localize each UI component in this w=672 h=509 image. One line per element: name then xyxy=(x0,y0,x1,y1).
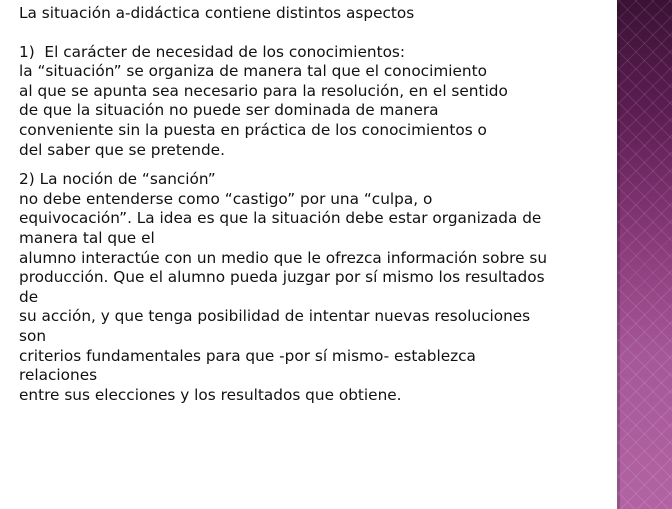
section-2-line: criterios fundamentales para que -por sí mismo- establezca xyxy=(19,346,476,365)
section-2-line: son xyxy=(19,326,47,345)
section-1-heading: 1) El carácter de necesidad de los conocimientos: xyxy=(19,42,406,61)
decorative-side-band xyxy=(617,0,672,509)
section-2-line: manera tal que el xyxy=(19,228,155,247)
spacer xyxy=(19,160,619,170)
section-2-line: equivocación”. La idea es que la situación debe estar organizada de xyxy=(19,209,542,228)
section-2-line: de xyxy=(19,287,39,306)
section-2-line: entre sus elecciones y los resultados que obtiene. xyxy=(19,385,402,404)
section-1-line: del saber que se pretende. xyxy=(19,140,225,159)
section-2-line: alumno interactúe con un medio que le ofrezca información sobre su xyxy=(19,248,548,267)
slide-title: La situación a-didáctica contiene distintos aspectos xyxy=(19,4,415,22)
section-2-line: relaciones xyxy=(19,366,98,385)
slide-body xyxy=(19,4,619,405)
section-1-line: de que la situación no puede ser dominada de manera xyxy=(19,101,439,120)
section-1-line: la “situación” se organiza de manera tal que el conocimiento xyxy=(19,62,487,81)
spacer xyxy=(19,24,619,43)
section-2-line: su acción, y que tenga posibilidad de intentar nuevas resoluciones xyxy=(19,307,531,326)
section-1-line: conveniente sin la puesta en práctica de los conocimientos o xyxy=(19,120,487,139)
section-2-heading: 2) La noción de “sanción” xyxy=(19,170,216,189)
section-2-line: producción. Que el alumno pueda juzgar por sí mismo los resultados xyxy=(19,268,545,287)
section-2-line: no debe entenderse como “castigo” por una “culpa, o xyxy=(19,189,433,208)
section-1-line: al que se apunta sea necesario para la resolución, en el sentido xyxy=(19,81,508,100)
